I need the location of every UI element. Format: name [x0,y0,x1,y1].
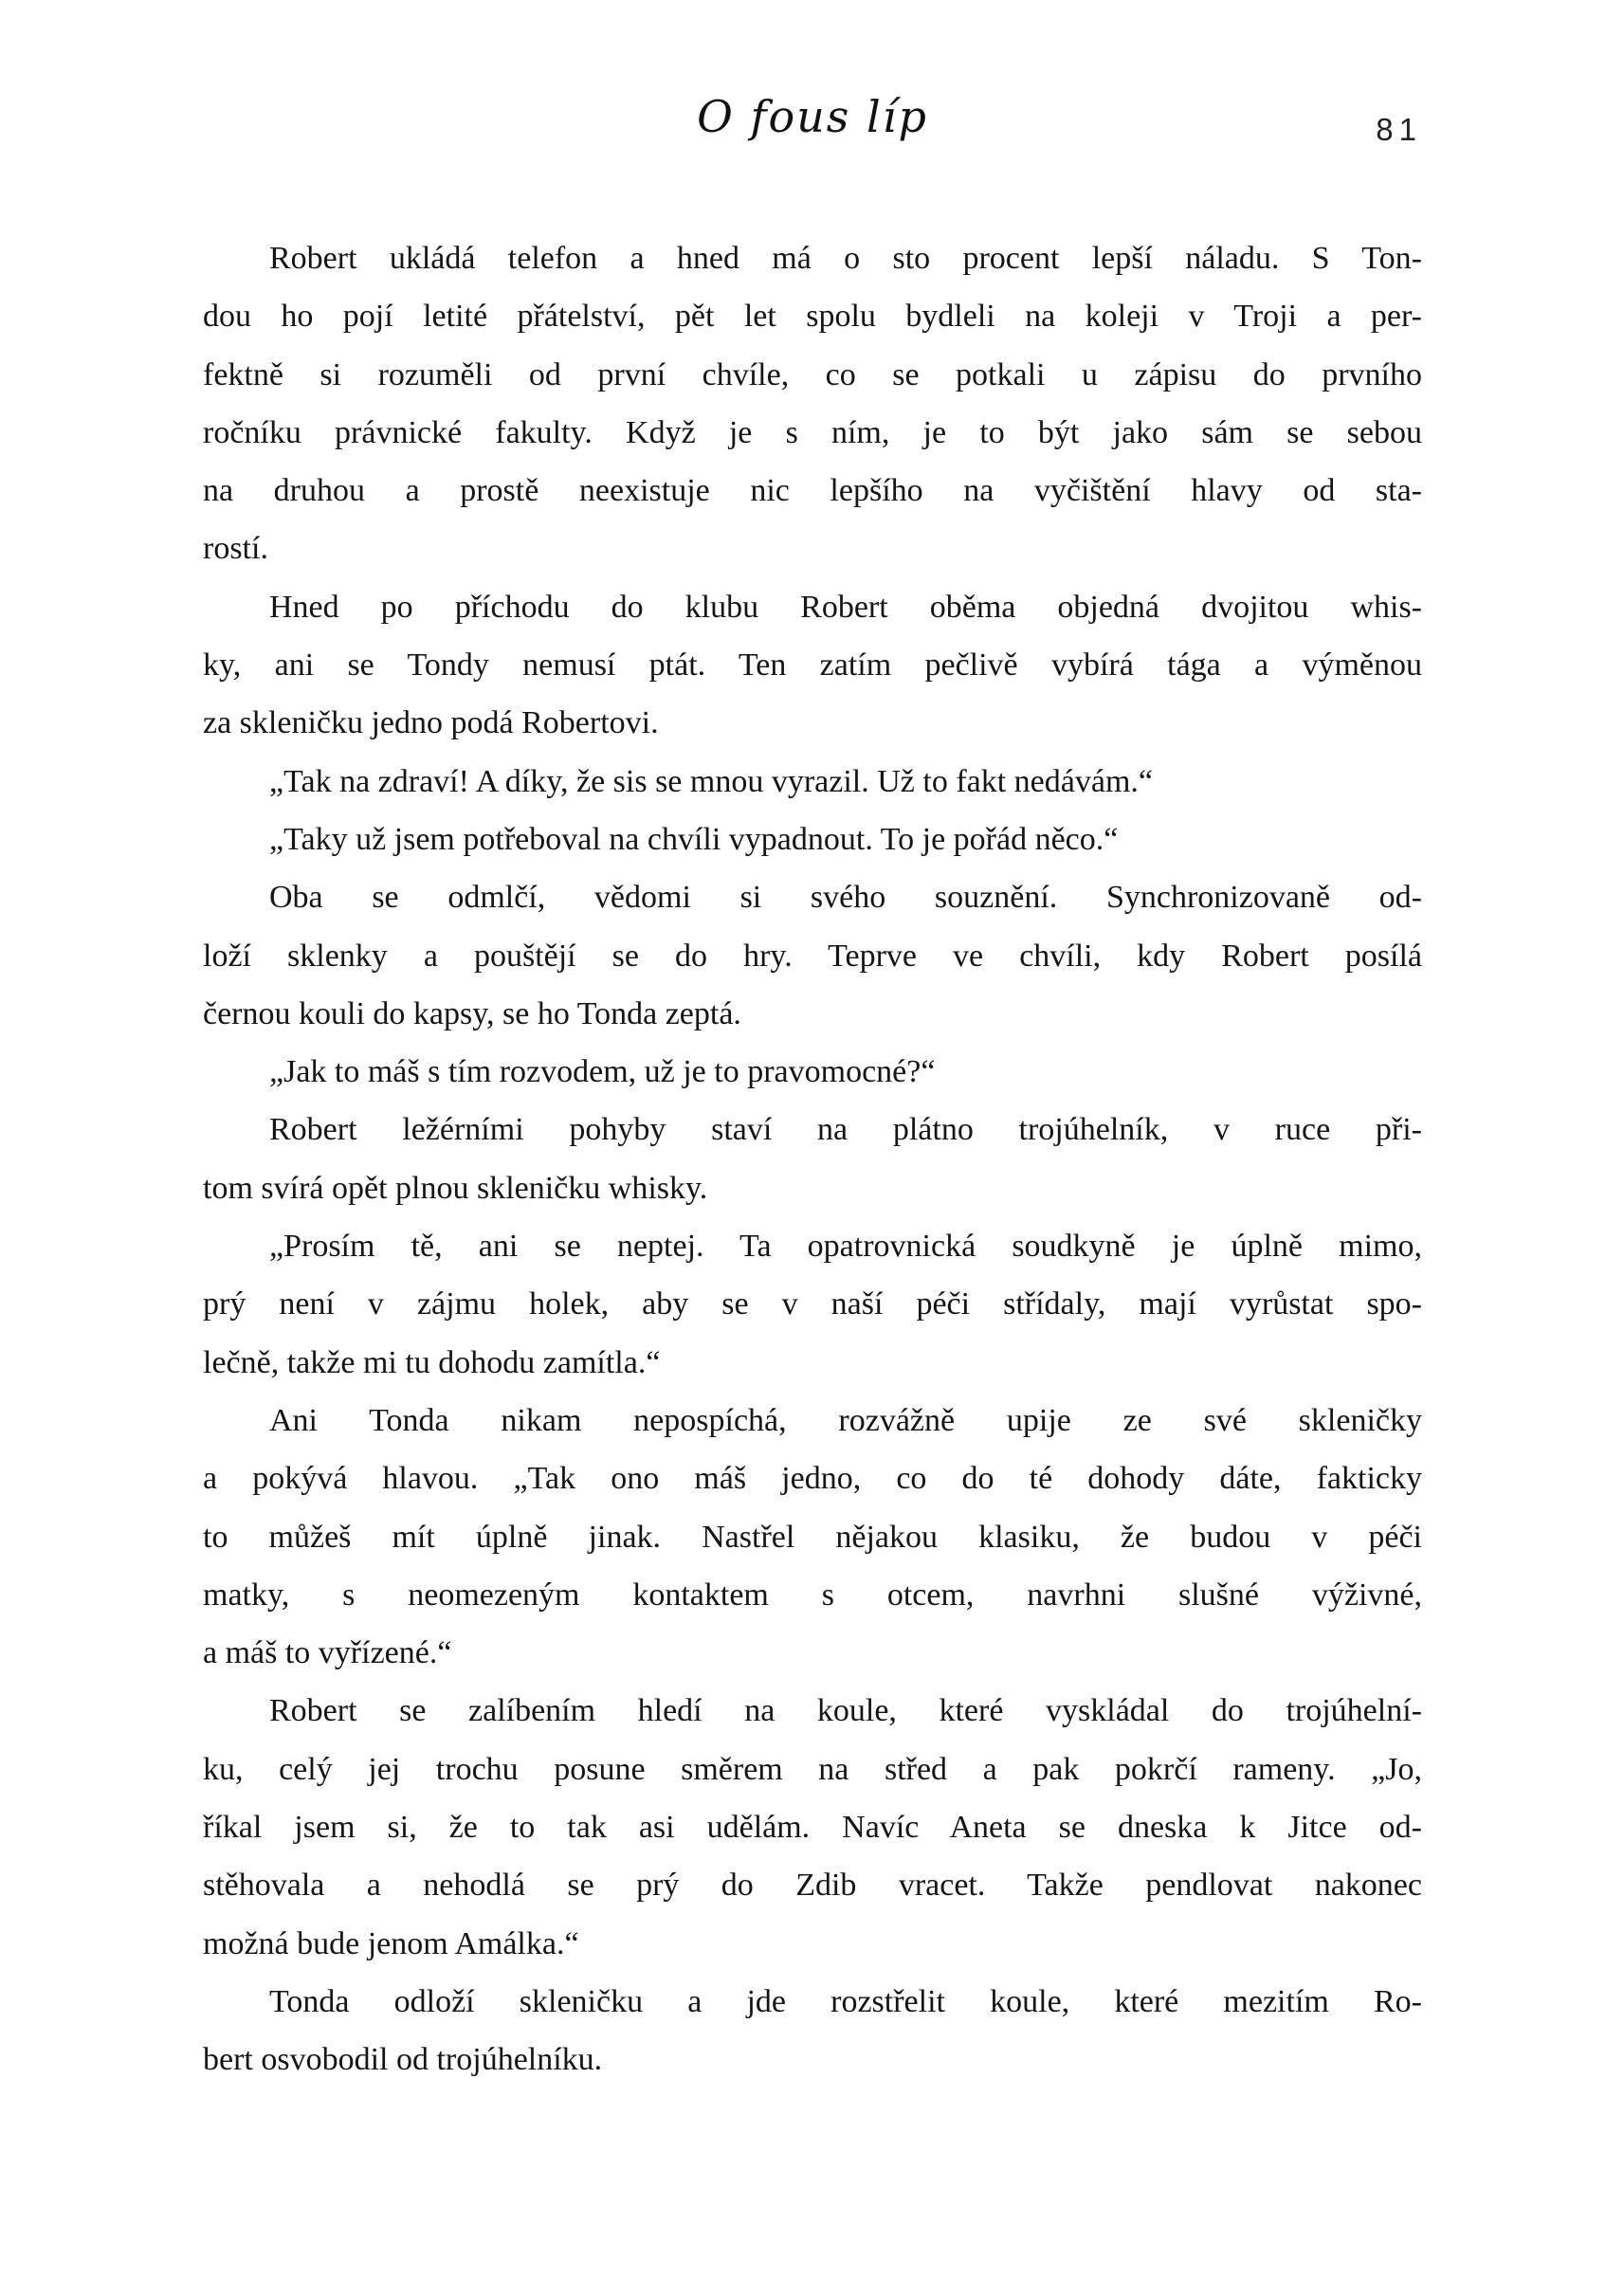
text-line: ku, celý jej trochu posune směrem na střed a pak pokrčí rameny. „Jo, [203,1751,1422,1787]
paragraph [203,1217,1422,1392]
paragraph [203,1682,1422,1972]
paragraph [203,578,1422,753]
paragraph [203,1043,1422,1101]
running-header [203,91,1422,176]
text-line: a máš to vyřízené.“ [203,1635,452,1671]
text-line: Oba se odmlčí, vědomi si svého souznění. Synchronizovaně od- [269,880,1422,916]
text-line: dou ho pojí letité přátelství, pět let spolu bydleli na koleji v Troji a per- [203,299,1422,335]
text-line: „Tak na zdraví! A díky, že sis se mnou vyrazil. Už to fakt nedávám.“ [269,763,1153,799]
paragraph [203,1973,1422,2089]
text-line: bert osvobodil od trojúhelníku. [203,2042,603,2078]
text-line: „Taky už jsem potřeboval na chvíli vypadnout. To je pořád něco.“ [269,821,1119,857]
paragraph [203,1392,1422,1682]
text-line: loží sklenky a pouštějí se do hry. Teprve ve chvíli, kdy Robert posílá [203,938,1422,974]
text-line: a pokývá hlavou. „Tak ono máš jedno, co do té dohody dáte, fakticky [203,1461,1422,1497]
text-line: Hned po příchodu do klubu Robert oběma objedná dvojitou whis- [269,589,1422,625]
text-line: Robert ukládá telefon a hned má o sto procent lepší náladu. S Ton- [269,241,1422,276]
text-line: rostí. [203,531,268,567]
text-line: to můžeš mít úplně jinak. Nastřel nějakou klasiku, že budou v péči [203,1519,1422,1555]
paragraph [203,1101,1422,1217]
paragraph [203,868,1422,1043]
text-line: stěhovala a nehodlá se prý do Zdib vracet. Takže pendlovat nakonec [203,1868,1422,1904]
text-line: fektně si rozuměli od první chvíle, co se potkali u zápisu do prvního [203,356,1422,392]
text-line: možná bude jenom Amálka.“ [203,1925,579,1961]
page-number: 81 [1376,112,1422,147]
text-line: ky, ani se Tondy nemusí ptát. Ten zatím pečlivě vybírá tága a výměnou [203,647,1422,684]
text-line: Robert ležérními pohyby staví na plátno trojúhelník, v ruce při- [269,1112,1422,1148]
paragraph [203,753,1422,811]
text-line: lečně, takže mi tu dohodu zamítla.“ [203,1344,661,1380]
text-line: Robert se zalíbením hledí na koule, které vyskládal do trojúhelní- [269,1693,1422,1729]
body-text-block [203,229,1422,2089]
paragraph [203,229,1422,578]
running-header-title: O fous líp [697,91,928,142]
paragraph [203,811,1422,868]
text-line: tom svírá opět plnou skleničku whisky. [203,1170,708,1206]
text-line: za skleničku jedno podá Robertovi. [203,705,659,741]
text-line: „Prosím tě, ani se neptej. Ta opatrovnická soudkyně je úplně mimo, [269,1229,1422,1265]
text-line: ročníku právnické fakulty. Když je s ním, je to být jako sám se sebou [203,414,1422,450]
text-line: Tonda odloží skleničku a jde rozstřelit koule, které mezitím Ro- [269,1983,1422,2019]
text-line: „Jak to máš s tím rozvodem, už je to pravomocné?“ [269,1054,936,1090]
text-line: černou kouli do kapsy, se ho Tonda zeptá. [203,995,741,1031]
text-line: prý není v zájmu holek, aby se v naší péči střídaly, mají vyrůstat spo- [203,1286,1422,1322]
text-line: Ani Tonda nikam nepospíchá, rozvážně upije ze své skleničky [269,1402,1422,1438]
text-line: říkal jsem si, že to tak asi udělám. Navíc Aneta se dneska k Jitce od- [203,1810,1422,1846]
text-line: matky, s neomezeným kontaktem s otcem, navrhni slušné výživné, [203,1577,1422,1613]
text-line: na druhou a prostě neexistuje nic lepšího na vyčištění hlavy od sta- [203,473,1422,509]
